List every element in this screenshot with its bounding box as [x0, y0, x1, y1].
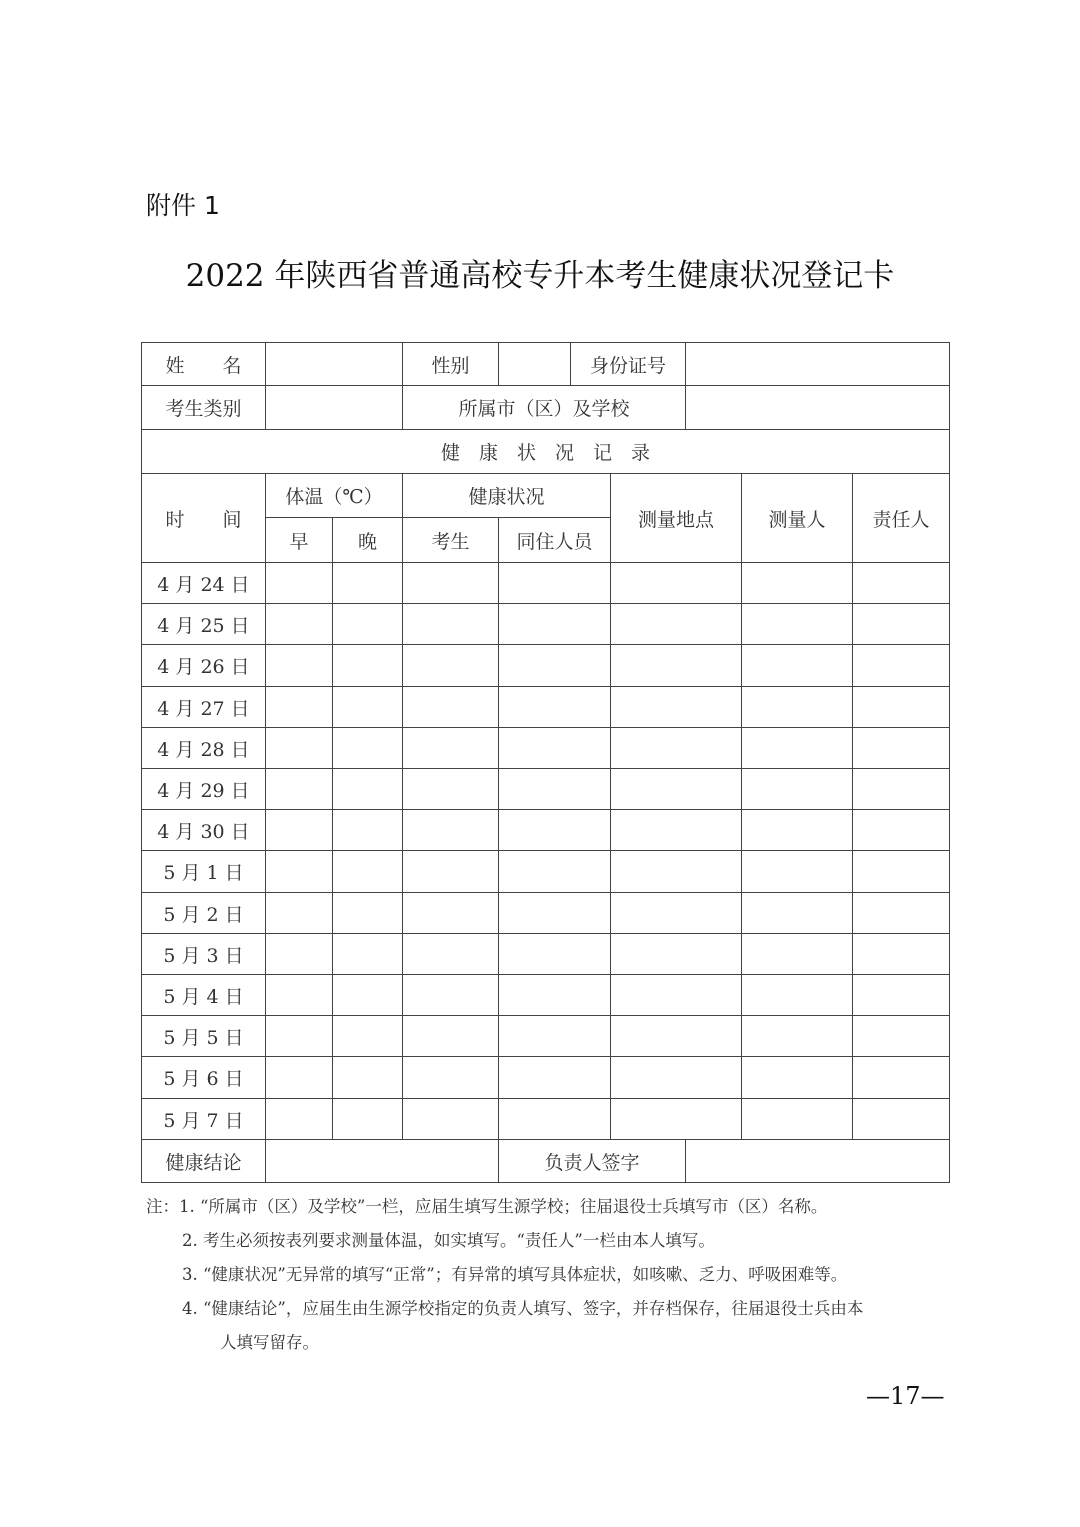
id-number-label: 身份证号 — [570, 342, 686, 386]
date-cell: 5 月 3 日 — [141, 933, 266, 975]
candidate-header: 考生 — [402, 517, 499, 563]
candidate-status-field[interactable] — [402, 727, 499, 769]
school-field[interactable] — [685, 385, 950, 430]
candidate-status-field[interactable] — [402, 1056, 499, 1099]
time-header: 时 间 — [141, 473, 266, 563]
cohabitant-status-field[interactable] — [498, 809, 611, 851]
temp-evening-field[interactable] — [332, 809, 403, 851]
note-1: 注：1. “所属市（区）及学校”一栏，应届生填写生源学校；往届退役士兵填写市（区）名称。 — [146, 1197, 828, 1216]
measurer-field[interactable] — [741, 933, 853, 975]
responsible-field[interactable] — [852, 1098, 950, 1140]
morning-header: 早 — [265, 517, 333, 563]
record-header: 健 康 状 况 记 录 — [141, 429, 950, 474]
measurer-field[interactable] — [741, 768, 853, 810]
note-3: 3. “健康状况”无异常的填写“正常”；有异常的填写具体症状，如咳嗽、乏力、呼吸困难等。 — [182, 1265, 848, 1284]
temp-morning-field[interactable] — [265, 850, 333, 893]
conclusion-field[interactable] — [265, 1139, 499, 1183]
cohabitant-status-field[interactable] — [498, 892, 611, 934]
cohabitant-status-field[interactable] — [498, 603, 611, 645]
date-cell: 5 月 4 日 — [141, 974, 266, 1016]
candidate-status-field[interactable] — [402, 974, 499, 1016]
note-2: 2. 考生必须按表列要求测量体温，如实填写。“责任人”一栏由本人填写。 — [182, 1231, 715, 1250]
temp-evening-field[interactable] — [332, 1056, 403, 1099]
temp-morning-field[interactable] — [265, 768, 333, 810]
temp-morning-field[interactable] — [265, 892, 333, 934]
temp-morning-field[interactable] — [265, 809, 333, 851]
location-field[interactable] — [610, 974, 742, 1016]
responsible-field[interactable] — [852, 933, 950, 975]
location-field[interactable] — [610, 562, 742, 604]
cohabitant-status-field[interactable] — [498, 1015, 611, 1057]
temp-morning-field[interactable] — [265, 1098, 333, 1140]
temp-morning-field[interactable] — [265, 933, 333, 975]
gender-field[interactable] — [498, 342, 571, 386]
candidate-status-field[interactable] — [402, 892, 499, 934]
temp-evening-field[interactable] — [332, 562, 403, 604]
temp-morning-field[interactable] — [265, 974, 333, 1016]
candidate-status-field[interactable] — [402, 850, 499, 893]
measurer-field[interactable] — [741, 1056, 853, 1099]
cohabitant-status-field[interactable] — [498, 1056, 611, 1099]
date-cell: 4 月 29 日 — [141, 768, 266, 810]
cohabitant-status-field[interactable] — [498, 686, 611, 728]
temperature-header: 体温（℃） — [265, 473, 403, 518]
location-field[interactable] — [610, 768, 742, 810]
candidate-status-field[interactable] — [402, 1015, 499, 1057]
temp-morning-field[interactable] — [265, 686, 333, 728]
candidate-status-field[interactable] — [402, 933, 499, 975]
health-registration-form — [141, 342, 950, 1183]
cohabitant-status-field[interactable] — [498, 850, 611, 893]
candidate-status-field[interactable] — [402, 686, 499, 728]
name-field[interactable] — [265, 342, 403, 386]
category-field[interactable] — [265, 385, 403, 430]
gender-label: 性别 — [402, 342, 499, 386]
measurer-header: 测量人 — [741, 473, 853, 563]
location-field[interactable] — [610, 892, 742, 934]
temp-morning-field[interactable] — [265, 1015, 333, 1057]
category-label: 考生类别 — [141, 385, 266, 430]
signature-field[interactable] — [685, 1139, 950, 1183]
cohabitant-status-field[interactable] — [498, 1098, 611, 1140]
responsible-field[interactable] — [852, 1056, 950, 1099]
location-field[interactable] — [610, 1015, 742, 1057]
health-status-header: 健康状况 — [402, 473, 611, 518]
conclusion-label: 健康结论 — [141, 1139, 266, 1183]
temp-evening-field[interactable] — [332, 603, 403, 645]
responsible-field[interactable] — [852, 1015, 950, 1057]
temp-evening-field[interactable] — [332, 933, 403, 975]
temp-evening-field[interactable] — [332, 686, 403, 728]
candidate-status-field[interactable] — [402, 1098, 499, 1140]
temp-morning-field[interactable] — [265, 1056, 333, 1099]
note-4-continued: 人填写留存。 — [220, 1333, 319, 1352]
temp-evening-field[interactable] — [332, 644, 403, 687]
measurer-field[interactable] — [741, 686, 853, 728]
measurer-field[interactable] — [741, 1015, 853, 1057]
school-label: 所属市（区）及学校 — [402, 385, 686, 430]
date-cell: 5 月 7 日 — [141, 1098, 266, 1140]
page-title: 2022 年陕西省普通高校专升本考生健康状况登记卡 — [185, 258, 895, 294]
location-field[interactable] — [610, 727, 742, 769]
name-label: 姓 名 — [141, 342, 266, 386]
measurer-field[interactable] — [741, 562, 853, 604]
responsible-field[interactable] — [852, 562, 950, 604]
candidate-status-field[interactable] — [402, 603, 499, 645]
cohabitant-status-field[interactable] — [498, 933, 611, 975]
measurer-field[interactable] — [741, 974, 853, 1016]
location-field[interactable] — [610, 1098, 742, 1140]
date-cell: 4 月 28 日 — [141, 727, 266, 769]
candidate-status-field[interactable] — [402, 809, 499, 851]
date-cell: 5 月 2 日 — [141, 892, 266, 934]
responsible-field[interactable] — [852, 892, 950, 934]
temp-evening-field[interactable] — [332, 974, 403, 1016]
date-cell: 4 月 26 日 — [141, 644, 266, 687]
date-cell: 5 月 1 日 — [141, 850, 266, 893]
location-field[interactable] — [610, 850, 742, 893]
temp-evening-field[interactable] — [332, 1098, 403, 1140]
date-cell: 4 月 25 日 — [141, 603, 266, 645]
temp-evening-field[interactable] — [332, 727, 403, 769]
measurer-field[interactable] — [741, 892, 853, 934]
date-cell: 5 月 6 日 — [141, 1056, 266, 1099]
date-cell: 5 月 5 日 — [141, 1015, 266, 1057]
page-number: —17— — [866, 1382, 945, 1410]
signature-label: 负责人签字 — [498, 1139, 686, 1183]
temp-morning-field[interactable] — [265, 644, 333, 687]
responsible-field[interactable] — [852, 727, 950, 769]
temp-evening-field[interactable] — [332, 1015, 403, 1057]
cohabitant-status-field[interactable] — [498, 562, 611, 604]
temp-morning-field[interactable] — [265, 603, 333, 645]
location-header: 测量地点 — [610, 473, 742, 563]
cohabitant-status-field[interactable] — [498, 727, 611, 769]
responsible-header: 责任人 — [852, 473, 950, 563]
responsible-field[interactable] — [852, 686, 950, 728]
note-4: 4. “健康结论”，应届生由生源学校指定的负责人填写、签字，并存档保存，往届退役士兵由本 — [182, 1299, 864, 1318]
cohabitant-status-field[interactable] — [498, 644, 611, 687]
temp-evening-field[interactable] — [332, 892, 403, 934]
measurer-field[interactable] — [741, 644, 853, 687]
temp-evening-field[interactable] — [332, 768, 403, 810]
location-field[interactable] — [610, 933, 742, 975]
evening-header: 晚 — [332, 517, 403, 563]
responsible-field[interactable] — [852, 850, 950, 893]
measurer-field[interactable] — [741, 1098, 853, 1140]
location-field[interactable] — [610, 644, 742, 687]
date-cell: 4 月 27 日 — [141, 686, 266, 728]
measurer-field[interactable] — [741, 809, 853, 851]
temp-evening-field[interactable] — [332, 850, 403, 893]
responsible-field[interactable] — [852, 768, 950, 810]
temp-morning-field[interactable] — [265, 727, 333, 769]
responsible-field[interactable] — [852, 809, 950, 851]
candidate-status-field[interactable] — [402, 768, 499, 810]
date-cell: 4 月 24 日 — [141, 562, 266, 604]
cohabitant-status-field[interactable] — [498, 974, 611, 1016]
measurer-field[interactable] — [741, 603, 853, 645]
measurer-field[interactable] — [741, 850, 853, 893]
candidate-status-field[interactable] — [402, 644, 499, 687]
responsible-field[interactable] — [852, 603, 950, 645]
location-field[interactable] — [610, 603, 742, 645]
attachment-label: 附件 1 — [146, 191, 220, 220]
date-cell: 4 月 30 日 — [141, 809, 266, 851]
id-number-field[interactable] — [685, 342, 950, 386]
candidate-status-field[interactable] — [402, 562, 499, 604]
responsible-field[interactable] — [852, 644, 950, 687]
measurer-field[interactable] — [741, 727, 853, 769]
location-field[interactable] — [610, 1056, 742, 1099]
responsible-field[interactable] — [852, 974, 950, 1016]
location-field[interactable] — [610, 686, 742, 728]
temp-morning-field[interactable] — [265, 562, 333, 604]
cohabitant-header: 同住人员 — [498, 517, 611, 563]
cohabitant-status-field[interactable] — [498, 768, 611, 810]
location-field[interactable] — [610, 809, 742, 851]
